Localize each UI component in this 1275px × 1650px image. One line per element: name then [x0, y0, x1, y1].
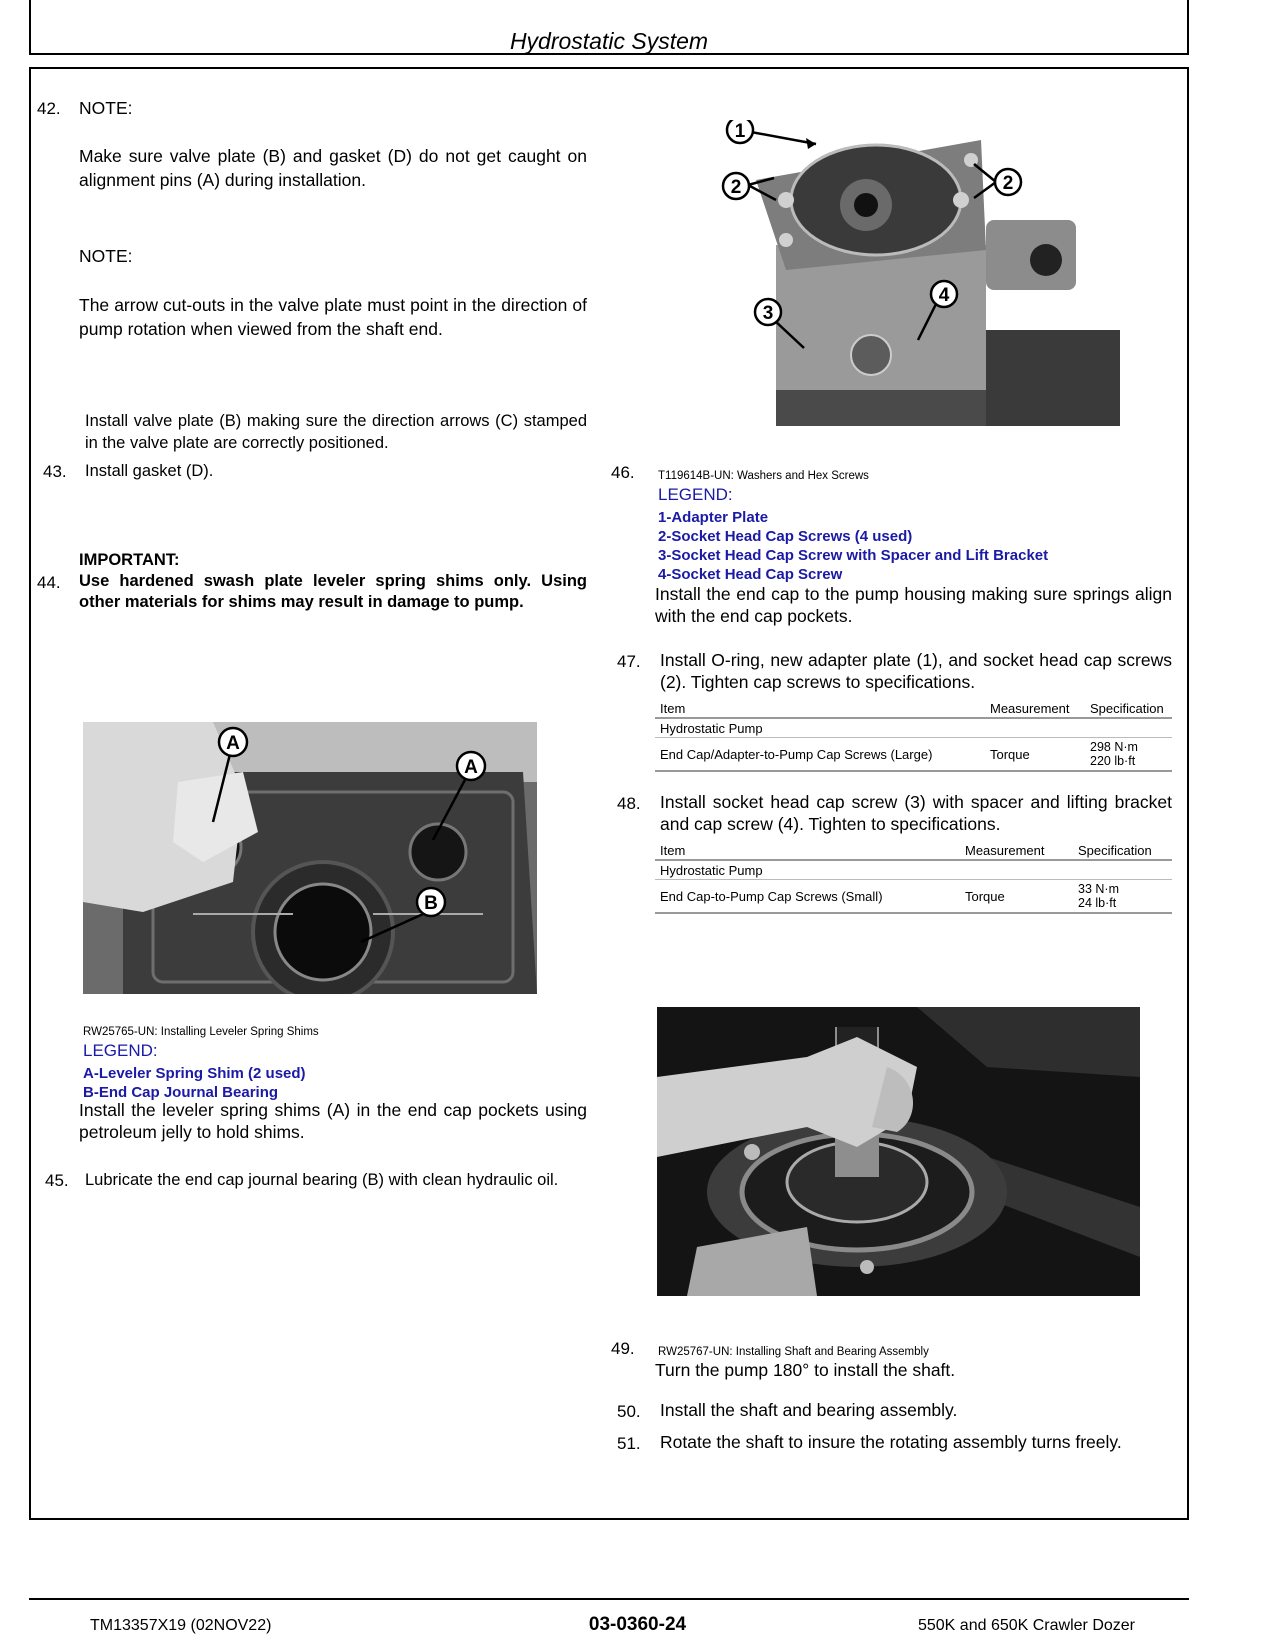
- step-51-number: 51.: [617, 1434, 641, 1453]
- spec-table-large-item: End Cap/Adapter-to-Pump Cap Screws (Large): [655, 738, 990, 772]
- figure-2-legend-item-1: 1-Adapter Plate: [658, 509, 769, 526]
- note-1-label: NOTE:: [79, 98, 133, 118]
- spec-table-small-header-measurement: Measurement: [965, 841, 1078, 860]
- figure-2-legend-item-2: 2-Socket Head Cap Screws (4 used): [658, 528, 913, 545]
- figure-shaft-bearing: [657, 1007, 1140, 1296]
- step-48-text: Install socket head cap screw (3) with spacer and lifting bracket and cap screw (4). Tighten to specifications.: [660, 792, 1172, 834]
- spec-table-small-value: [1078, 880, 1172, 914]
- step-50-text: Install the shaft and bearing assembly.: [660, 1400, 958, 1420]
- spec-table-small-value-imperial: 24 lb·ft: [1078, 896, 1117, 910]
- page-title: Hydrostatic System: [509, 28, 709, 54]
- figure-2-legend-item-4: 4-Socket Head Cap Screw: [658, 566, 843, 583]
- spec-table-large-header-measurement: Measurement: [990, 699, 1090, 718]
- step-45-text: Lubricate the end cap journal bearing (B) with clean hydraulic oil.: [85, 1171, 559, 1189]
- footer-rule: [29, 1598, 1189, 1600]
- after-figure-1-text: Install the leveler spring shims (A) in the end cap pockets using petroleum jelly to hold shims.: [79, 1100, 587, 1142]
- spec-table-large: [655, 699, 1172, 772]
- spec-table-large-value-metric: 298 N·m: [1090, 740, 1138, 754]
- step-44-number: 44.: [37, 573, 61, 592]
- step-45-number: 45.: [45, 1171, 69, 1190]
- step-50-number: 50.: [617, 1402, 641, 1421]
- callout-a-1: A: [226, 733, 240, 754]
- figure-2-legend-title: LEGEND:: [658, 485, 733, 504]
- spec-table-small-header-item: Item: [655, 841, 965, 860]
- figure-3-caption: RW25767-UN: Installing Shaft and Bearing Assembly: [658, 1346, 929, 1358]
- adapter-plate-illustration: [716, 120, 1120, 426]
- step-47-text: Install O-ring, new adapter plate (1), and socket head cap screws (2). Tighten cap screws to specifications.: [660, 650, 1172, 692]
- step-43-text: Install gasket (D).: [85, 462, 214, 480]
- spec-table-large-header-specification: Specification: [1090, 699, 1172, 718]
- step-46-text: Install the end cap to the pump housing making sure springs align with the end cap pockets.: [655, 584, 1172, 626]
- spec-table-small-item: End Cap-to-Pump Cap Screws (Small): [655, 880, 965, 914]
- step-46-number: 46.: [611, 463, 635, 482]
- figure-1-caption: RW25765-UN: Installing Leveler Spring Shims: [83, 1026, 319, 1038]
- figure-2-caption: T119614B-UN: Washers and Hex Screws: [658, 470, 869, 482]
- important-text: Use hardened swash plate leveler spring shims only. Using other materials for shims may result in damage to pump.: [79, 572, 587, 611]
- callout-4: 4: [938, 285, 950, 306]
- note-2-label: NOTE:: [79, 246, 133, 266]
- spec-table-large-header-item: Item: [655, 699, 990, 718]
- step-49-number: 49.: [611, 1339, 635, 1358]
- step-51-text: Rotate the shaft to insure the rotating assembly turns freely.: [660, 1432, 1122, 1452]
- step-42-body: Install valve plate (B) making sure the direction arrows (C) stamped in the valve plate are correctly positioned.: [85, 412, 587, 452]
- spec-table-small-value-metric: 33 N·m: [1078, 882, 1119, 896]
- callout-2-right: 2: [1002, 173, 1014, 194]
- footer-doc-id: TM13357X19 (02NOV22): [90, 1617, 272, 1634]
- step-47-number: 47.: [617, 652, 641, 671]
- callout-a-2: A: [464, 757, 478, 778]
- note-2-text: The arrow cut-outs in the valve plate must point in the direction of pump rotation when viewed from the shaft end.: [79, 295, 587, 339]
- spec-table-large-value: [1090, 738, 1172, 772]
- note-1-text: Make sure valve plate (B) and gasket (D) do not get caught on alignment pins (A) during installation.: [79, 146, 587, 190]
- callout-2-left: 2: [730, 177, 742, 198]
- callout-b: B: [424, 893, 438, 914]
- spec-table-small-header-specification: Specification: [1078, 841, 1172, 860]
- footer-page-number: 03-0360-24: [588, 1614, 687, 1635]
- figure-1-legend-item-b: B-End Cap Journal Bearing: [83, 1084, 279, 1101]
- figure-1-legend-title: LEGEND:: [83, 1041, 158, 1060]
- step-43-number: 43.: [43, 462, 67, 481]
- shaft-bearing-illustration: [657, 1007, 1140, 1296]
- header-frame: [29, 0, 1189, 55]
- figure-leveler-shims: [83, 722, 537, 994]
- spec-table-small-category: Hydrostatic Pump: [655, 860, 1172, 880]
- spec-table-large-measurement: Torque: [990, 738, 1090, 772]
- important-label: IMPORTANT:: [79, 551, 180, 569]
- step-42-number: 42.: [37, 99, 61, 118]
- leveler-shims-illustration: [83, 722, 537, 994]
- callout-3: 3: [762, 303, 774, 324]
- spec-table-small-measurement: Torque: [965, 880, 1078, 914]
- spec-table-small: [655, 841, 1172, 914]
- figure-adapter-plate: [716, 120, 1120, 426]
- step-49-text: Turn the pump 180° to install the shaft.: [655, 1360, 956, 1380]
- figure-1-legend-item-a: A-Leveler Spring Shim (2 used): [83, 1065, 306, 1082]
- spec-table-large-category: Hydrostatic Pump: [655, 718, 1172, 738]
- step-48-number: 48.: [617, 794, 641, 813]
- spec-table-large-value-imperial: 220 lb·ft: [1090, 754, 1136, 768]
- footer-product: 550K and 650K Crawler Dozer: [917, 1617, 1135, 1634]
- figure-2-legend-item-3: 3-Socket Head Cap Screw with Spacer and Lift Bracket: [658, 547, 1049, 564]
- callout-1: 1: [734, 121, 746, 142]
